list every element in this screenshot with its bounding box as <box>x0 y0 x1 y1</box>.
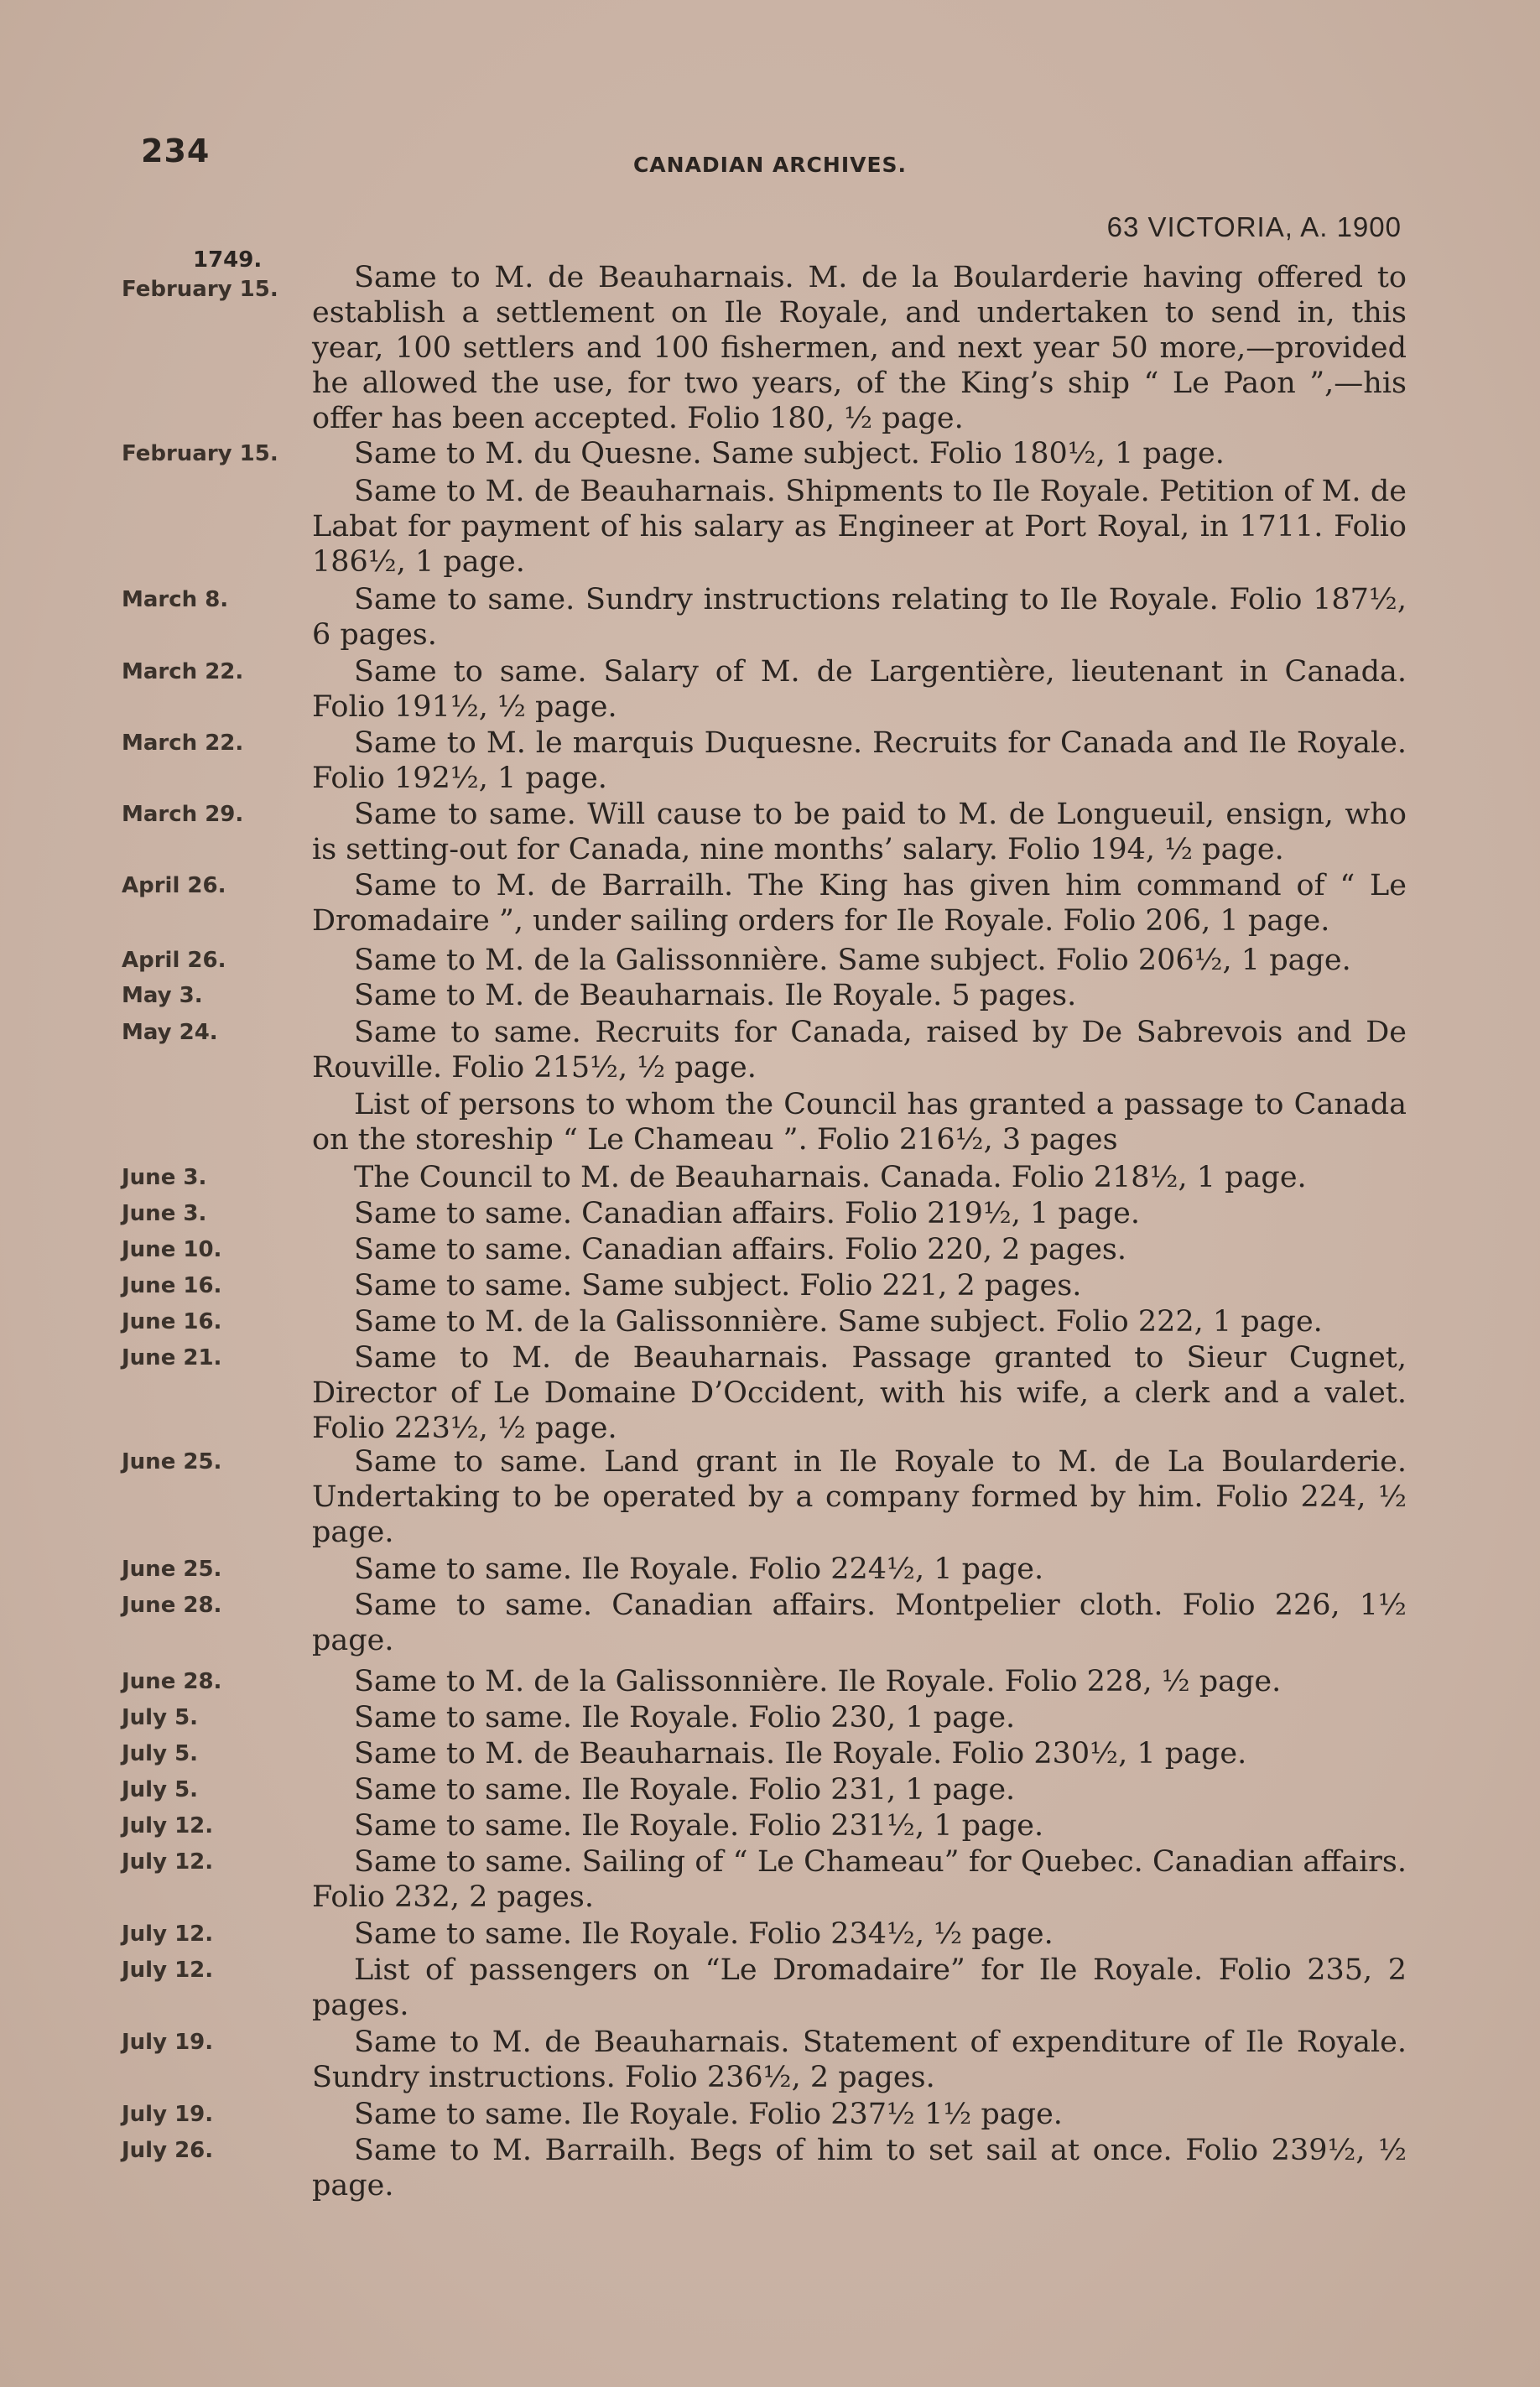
entry-date: July 19. <box>122 2030 214 2055</box>
entry-date: June 16. <box>122 1309 222 1334</box>
entry-text: Same to M. du Quesne. Same subject. Folio 180½, 1 page. <box>354 437 1225 471</box>
entry-date: June 25. <box>122 1449 222 1474</box>
entry-text: Same to same. Recruits for Canada, raised by De Sabrevois and De Rouville. Folio 215½, ½ page. <box>312 1016 1407 1084</box>
entry-text: Same to M. de la Galissonnière. Same subject. Folio 206½, 1 page. <box>354 944 1351 977</box>
entry-text: Same to same. Ile Royale. Folio 224½, 1 page. <box>354 1552 1044 1586</box>
entry-date: June 21. <box>122 1345 222 1370</box>
entry-text: Same to M. de Barrailh. The King has given him command of “ Le Dromadaire ”, under sailing orders for Ile Royale. Folio 206, 1 page. <box>312 869 1407 938</box>
entry-text: Same to same. Ile Royale. Folio 230, 1 page. <box>354 1701 1016 1734</box>
entry-text: Same to same. Ile Royale. Folio 237½ 1½ page. <box>354 2098 1063 2131</box>
entry-date: July 12. <box>122 1813 214 1838</box>
entry-date: June 28. <box>122 1593 222 1618</box>
entry-text: List of persons to whom the Council has granted a passage to Canada on the storeship “ Le Chameau ”. Folio 216½, 3 pages <box>312 1088 1407 1157</box>
year-label: 1749. <box>193 247 263 273</box>
entry-text: Same to M. de Beauharnais. Statement of expenditure of Ile Royale. Sundry instructions. Folio 236½, 2 pages. <box>312 2026 1407 2094</box>
entry-text: Same to M. de Beauharnais. Ile Royale. 5 pages. <box>354 979 1077 1012</box>
entry-text: Same to same. Salary of M. de Largentière, lieutenant in Canada. Folio 191½, ½ page. <box>312 655 1407 724</box>
entry-date: July 12. <box>122 1849 214 1875</box>
entry-text: Same to same. Land grant in Ile Royale to M. de La Boularderie. Undertaking to be operated by a company formed by him. Folio 224, ½ page. <box>312 1445 1407 1549</box>
entry-text: Same to same. Ile Royale. Folio 231, 1 page. <box>354 1773 1016 1807</box>
entry-text: Same to same. Sundry instructions relating to Ile Royale. Folio 187½, 6 pages. <box>312 583 1407 652</box>
entry-date: March 22. <box>122 731 244 756</box>
entry-date: June 3. <box>122 1165 207 1190</box>
running-title: CANADIAN ARCHIVES. <box>632 153 908 177</box>
entry-date: February 15. <box>122 441 278 466</box>
entry-date: June 25. <box>122 1557 222 1582</box>
entry-date: July 12. <box>122 1958 214 1983</box>
entry-date: June 16. <box>122 1273 222 1298</box>
entry-date: May 24. <box>122 1020 218 1045</box>
entry-date: March 8. <box>122 587 229 612</box>
entry-date: July 5. <box>122 1741 199 1766</box>
entry-text: Same to same. Canadian affairs. Folio 219½, 1 page. <box>354 1197 1140 1230</box>
entry-text: Same to M. de la Galissonnière. Ile Royale. Folio 228, ½ page. <box>354 1665 1282 1698</box>
entry-text: Same to same. Ile Royale. Folio 234½, ½ page. <box>354 1917 1054 1951</box>
entry-text: Same to same. Will cause to be paid to M. de Longueuil, ensign, who is setting-out for Canada, nine months’ salary. Folio 194, ½ page. <box>312 798 1407 866</box>
entry-text: The Council to M. de Beauharnais. Canada. Folio 218½, 1 page. <box>354 1161 1307 1194</box>
entry-date: July 5. <box>122 1777 199 1802</box>
entry-text: Same to same. Canadian affairs. Folio 220, 2 pages. <box>354 1233 1126 1266</box>
entry-text: Same to M. de Beauharnais. Ile Royale. Folio 230½, 1 page. <box>354 1737 1247 1771</box>
entry-date: July 19. <box>122 2102 214 2127</box>
session-label: 63 VICTORIA, A. 1900 <box>1106 211 1402 242</box>
entry-text: Same to M. de la Galissonnière. Same subject. Folio 222, 1 page. <box>354 1305 1323 1339</box>
entry-date: April 26. <box>122 873 226 898</box>
entry-text: Same to M. de Beauharnais. Passage granted to Sieur Cugnet, Director of Le Domaine D’Occident, with his wife, a clerk and a valet. Folio 223½, ½ page. <box>312 1341 1407 1445</box>
entry-text: Same to M. de Beauharnais. Shipments to Ile Royale. Petition of M. de Labat for payment of his salary as Engineer at Port Royal, in 1711. Folio 186½, 1 page. <box>312 475 1407 579</box>
entry-date: April 26. <box>122 948 226 973</box>
entry-text: Same to M. de Beauharnais. M. de la Boularderie having offered to establish a settlement on Ile Royale, and undertaken to send in, this year, 100 settlers and 100 fishermen, and next year 50 more,—provided he allowed the use, for two years, of the King’s ship “ Le Paon ”,—his offer has been accepted. Folio 180, ½ page. <box>312 261 1407 435</box>
entry-text: Same to same. Sailing of “ Le Chameau” for Quebec. Canadian affairs. Folio 232, 2 pages. <box>312 1845 1407 1914</box>
entry-date: July 26. <box>122 2138 214 2163</box>
entry-text: Same to M. Barrailh. Begs of him to set sail at once. Folio 239½, ½ page. <box>312 2134 1407 2202</box>
entry-date: July 12. <box>122 1922 214 1947</box>
entry-date: February 15. <box>122 277 278 302</box>
entry-date: June 28. <box>122 1669 222 1694</box>
entry-text: Same to same. Ile Royale. Folio 231½, 1 page. <box>354 1809 1044 1843</box>
entry-text: Same to M. le marquis Duquesne. Recruits for Canada and Ile Royale. Folio 192½, 1 page. <box>312 726 1407 795</box>
page-number: 234 <box>141 133 211 169</box>
entry-text: Same to same. Canadian affairs. Montpelier cloth. Folio 226, 1½ page. <box>312 1589 1407 1657</box>
entry-date: June 10. <box>122 1237 222 1262</box>
entry-text: Same to same. Same subject. Folio 221, 2 pages. <box>354 1269 1082 1303</box>
entry-date: March 22. <box>122 659 244 684</box>
entry-date: May 3. <box>122 983 203 1008</box>
entry-date: June 3. <box>122 1201 207 1226</box>
entry-text: List of passengers on “Le Dromadaire” for Ile Royale. Folio 235, 2 pages. <box>312 1953 1407 2022</box>
entry-date: March 29. <box>122 802 244 827</box>
entry-date: July 5. <box>122 1705 199 1730</box>
